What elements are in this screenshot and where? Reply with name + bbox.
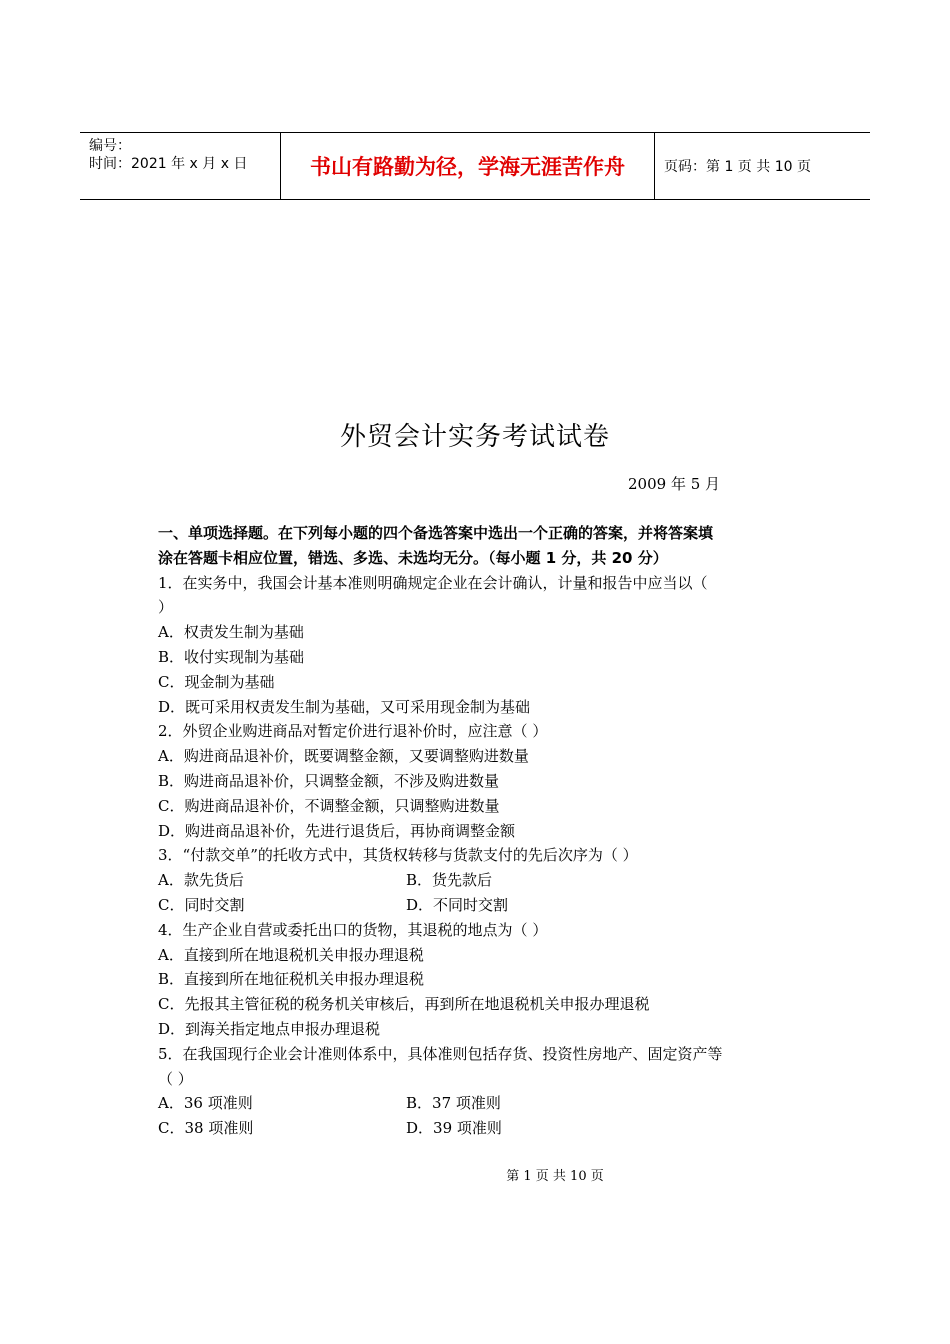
option: B．货先款后	[406, 871, 493, 890]
option: A．直接到所在地退税机关申报办理退税	[158, 945, 424, 964]
option-row	[158, 1091, 798, 1116]
option: C．购进商品退补价，不调整金额，只调整购进数量	[158, 796, 500, 815]
question-stem: 3．“付款交单”的托收方式中，其货权转移与货款支付的先后次序为（ ）	[158, 846, 638, 865]
option: A．款先货后	[158, 871, 244, 890]
page-footer: 第 1 页 共 10 页	[506, 1169, 604, 1184]
header-meta	[80, 133, 281, 199]
question-stem: 4．生产企业自营或委托出口的货物，其退税的地点为（ ）	[158, 920, 548, 939]
option: D．39 项准则	[406, 1119, 502, 1138]
option: A．购进商品退补价，既要调整金额，又要调整购进数量	[158, 747, 529, 766]
option-row	[158, 1116, 798, 1141]
option: D．到海关指定地点申报办理退税	[158, 1019, 381, 1038]
document-header	[80, 132, 870, 200]
option: D．既可采用权责发生制为基础，又可采用现金制为基础	[158, 697, 531, 716]
section-heading-line: 一、单项选择题。在下列每小题的四个备选答案中选出一个正确的答案，并将答案填	[158, 524, 714, 542]
question-stem: 1．在实务中，我国会计基本准则明确规定企业在会计确认，计量和报告中应当以（	[158, 573, 708, 592]
option-row	[158, 893, 798, 918]
option: A．权责发生制为基础	[158, 623, 304, 642]
option: B．收付实现制为基础	[158, 647, 305, 666]
option: B．37 项准则	[406, 1094, 501, 1113]
option: D．购进商品退补价，先进行退货后，再协商调整金额	[158, 821, 516, 840]
option: D．不同时交割	[406, 895, 509, 914]
option-row	[158, 868, 798, 893]
option: B．购进商品退补价，只调整金额，不涉及购进数量	[158, 771, 500, 790]
question-stem: 5．在我国现行企业会计准则体系中，具体准则包括存货、投资性房地产、固定资产等	[158, 1044, 723, 1063]
number-label: 编号：	[89, 138, 131, 154]
question-stem: （ ）	[158, 1069, 193, 1088]
exam-content	[158, 521, 798, 1141]
exam-date: 2009 年 5 月	[628, 475, 721, 493]
question-stem: ）	[158, 598, 174, 617]
exam-title: 外贸会计实务考试试卷	[339, 422, 610, 452]
option: B．直接到所在地征税机关申报办理退税	[158, 970, 425, 989]
header-motto: 书山有路勤为径，学海无涯苦作舟	[281, 133, 655, 199]
option: C．先报其主管征税的税务机关审核后，再到所在地退税机关申报办理退税	[158, 995, 650, 1014]
header-page-label: 页码：第 1 页 共 10 页	[664, 159, 811, 175]
option: C．现金制为基础	[158, 672, 275, 691]
option: C．38 项准则	[158, 1119, 254, 1138]
option: A．36 项准则	[158, 1094, 253, 1113]
time-label: 时间：2021 年 x 月 x 日	[89, 156, 248, 172]
option: C．同时交割	[158, 895, 245, 914]
question-stem: 2．外贸企业购进商品对暂定价进行退补价时，应注意（ ）	[158, 722, 548, 741]
section-heading-line: 涂在答题卡相应位置，错选、多选、未选均无分。（每小题 1 分，共 20 分）	[158, 548, 668, 567]
